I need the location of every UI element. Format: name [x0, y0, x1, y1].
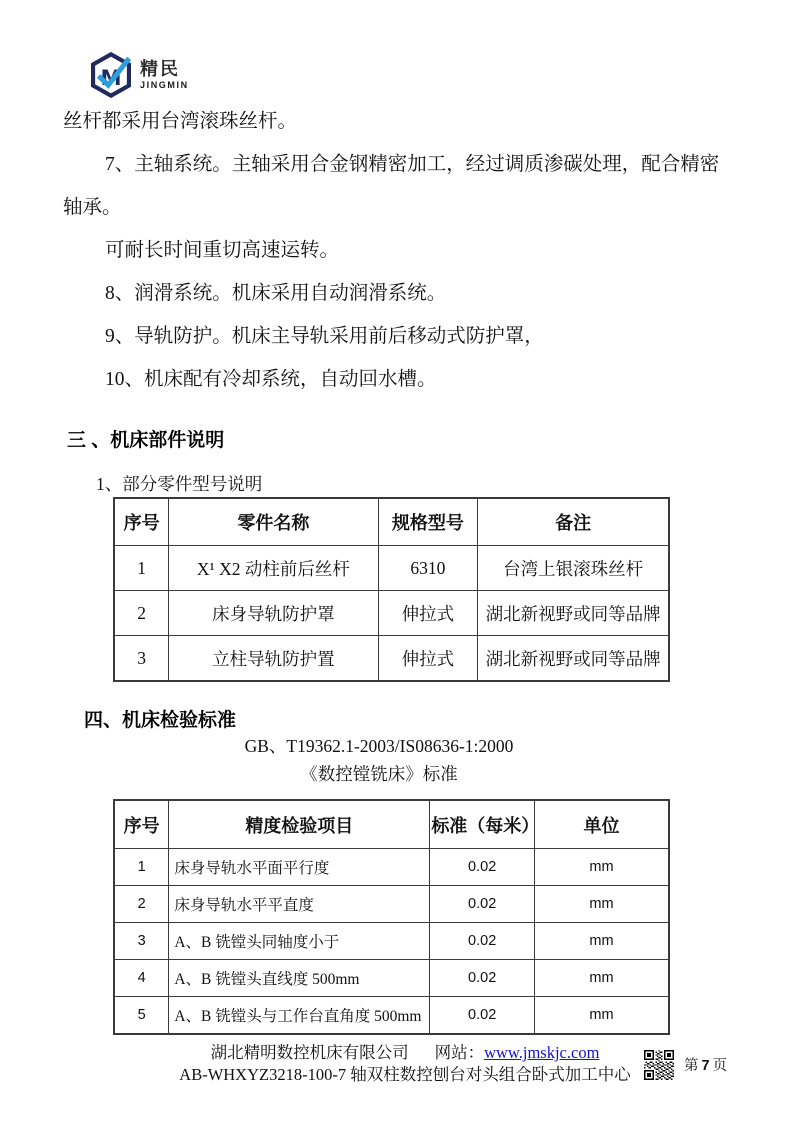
table-cell: A、B 铣镗头同轴度小于: [169, 923, 430, 960]
table-row: [114, 849, 669, 886]
standard-name-line: 《数控镗铣床》标准: [300, 764, 458, 784]
body-line: 10、机床配有冷却系统，自动回水槽。: [105, 369, 437, 390]
column-header: 零件名称: [169, 498, 378, 546]
body-line: 9、导轨防护。机床主导轨采用前后移动式防护罩，: [105, 326, 544, 347]
table-cell: A、B 铣镗头与工作台直角度 500mm: [169, 997, 430, 1035]
column-header: 单位: [534, 800, 669, 849]
column-header: 序号: [114, 800, 169, 849]
table-cell: 2: [114, 886, 169, 923]
body-line: 丝杆都采用台湾滚珠丝杆。: [63, 111, 298, 132]
table-cell: A、B 铣镗头直线度 500mm: [169, 960, 430, 997]
table-row: [114, 546, 669, 591]
body-line: 8、润滑系统。机床采用自动润滑系统。: [105, 283, 447, 304]
page-number-suffix: 页: [712, 1058, 731, 1074]
table-cell: X¹ X2 动柱前后丝杆: [169, 546, 378, 591]
subsection-heading-part-models: 1、部分零件型号说明: [96, 474, 263, 494]
footer-company-name: 湖北精明数控机床有限公司: [210, 1043, 409, 1062]
table-cell: 2: [114, 591, 169, 636]
table-cell: 伸拉式: [378, 591, 478, 636]
table-cell: 1: [114, 546, 169, 591]
inspection-table: [113, 799, 670, 1035]
footer-website-label: 网站：: [434, 1043, 485, 1062]
table-cell: mm: [534, 997, 669, 1035]
qr-code-icon: [644, 1050, 674, 1080]
table-cell: 伸拉式: [378, 636, 478, 682]
table-cell: 0.02: [430, 886, 535, 923]
page-number: [684, 1054, 730, 1075]
table-cell: 湖北新视野或同等品牌: [478, 591, 669, 636]
standard-reference-line: GB、T19362.1-2003/IS08636-1:2000: [244, 736, 514, 756]
body-line: 可耐长时间重切高速运转。: [105, 240, 340, 261]
table-cell: 5: [114, 997, 169, 1035]
table-cell: 湖北新视野或同等品牌: [478, 636, 669, 682]
table-row: [114, 997, 669, 1035]
table-cell: mm: [534, 849, 669, 886]
table-cell: 0.02: [430, 997, 535, 1035]
table-row: [114, 591, 669, 636]
table-cell: 4: [114, 960, 169, 997]
page-number-value: 7: [701, 1058, 713, 1074]
table-cell: 床身导轨防护罩: [169, 591, 378, 636]
logo-text: [140, 60, 189, 90]
body-line: 7、主轴系统。主轴采用合金钢精密加工，经过调质渗碳处理，配合精密: [105, 154, 720, 175]
footer-website-link[interactable]: www.jmskjc.com: [484, 1043, 600, 1062]
column-header: 备注: [478, 498, 669, 546]
page-footer: [95, 1042, 715, 1086]
footer-model-line: AB-WHXYZ3218-100-7 轴双柱数控刨台对头组合卧式加工中心: [179, 1065, 631, 1084]
table-cell: 0.02: [430, 960, 535, 997]
column-header: 序号: [114, 498, 169, 546]
section-heading-inspection: 四、机床检验标准: [84, 710, 237, 731]
table-cell: mm: [534, 886, 669, 923]
table-row: [114, 960, 669, 997]
table-cell: 6310: [378, 546, 478, 591]
table-cell: 3: [114, 923, 169, 960]
section-heading-parts: 三 、机床部件说明: [67, 430, 225, 451]
body-text: [63, 100, 759, 401]
table-cell: 0.02: [430, 849, 535, 886]
table-cell: 立柱导轨防护置: [169, 636, 378, 682]
table-cell: 床身导轨水平面平行度: [169, 849, 430, 886]
page-number-prefix: 第: [684, 1058, 702, 1074]
table-cell: mm: [534, 960, 669, 997]
logo-hexagon-icon: [88, 52, 134, 98]
logo-name-cn: 精民: [140, 59, 180, 79]
parts-table: [113, 497, 670, 682]
footer-company-line: [95, 1042, 715, 1064]
table-cell: 台湾上银滚珠丝杆: [478, 546, 669, 591]
parts-table-header-row: [114, 498, 669, 546]
table-cell: 0.02: [430, 923, 535, 960]
svg-text:M: M: [100, 65, 122, 91]
inspection-table-header-row: [114, 800, 669, 849]
body-line: 轴承。: [63, 197, 122, 218]
column-header: 精度检验项目: [169, 800, 430, 849]
table-row: [114, 923, 669, 960]
column-header: 标准（每米）: [430, 800, 535, 849]
table-cell: 床身导轨水平平直度: [169, 886, 430, 923]
table-cell: 3: [114, 636, 169, 682]
table-cell: mm: [534, 923, 669, 960]
logo-name-en: JINGMIN: [140, 80, 189, 90]
table-row: [114, 636, 669, 682]
table-cell: 1: [114, 849, 169, 886]
column-header: 规格型号: [378, 498, 478, 546]
table-row: [114, 886, 669, 923]
company-logo: [88, 52, 189, 98]
